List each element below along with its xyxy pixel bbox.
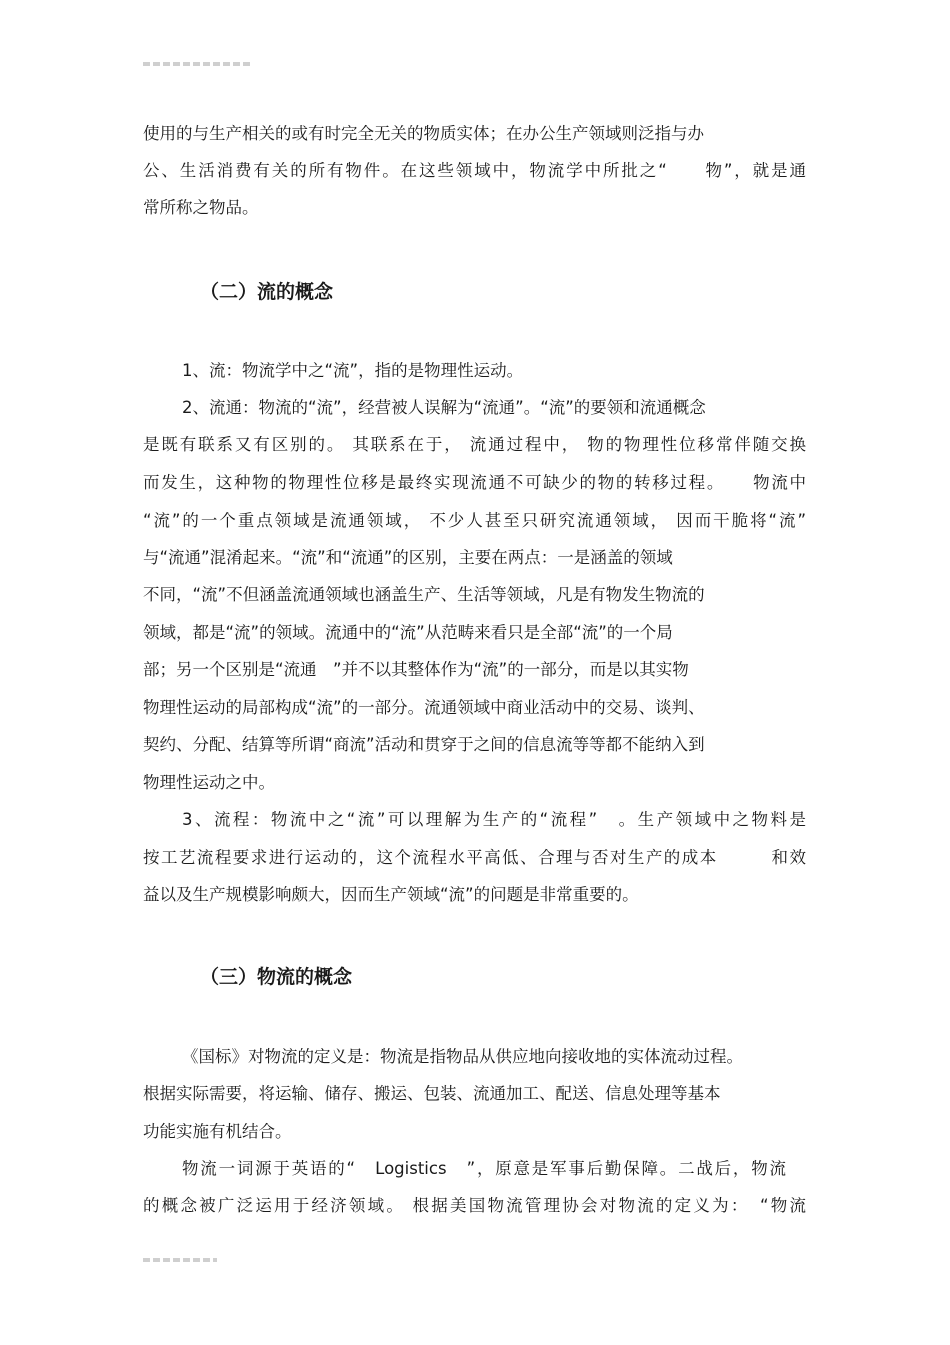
paragraph-line: 不同，“流”不但涵盖流通领域也涵盖生产、生活等领域，凡是有物发生物流的 xyxy=(143,585,705,604)
paragraph-line: 领域，都是“流”的领域。流通中的“流”从范畴来看只是全部“流”的一个局 xyxy=(143,623,673,642)
paragraph-line: 《国标》对物流的定义是：物流是指物品从供应地向接收地的实体流动过程。 xyxy=(182,1047,743,1066)
paragraph-line: 2、流通：物流的“流”，经营被人误解为“流通”。“流”的要领和流通概念 xyxy=(182,398,706,417)
paragraph-line: 物理性运动之中。 xyxy=(143,773,275,792)
paragraph-line: 是既有联系又有区别的。 其联系在于， 流通过程中， 物的物理性位移常伴随交换 xyxy=(143,435,806,454)
paragraph-line: 的概念被广泛运用于经济领域。 根据美国物流管理协会对物流的定义为： “物流 xyxy=(143,1196,806,1215)
paragraph-line: 而发生，这种物的物理性位移是最终实现流通不可缺少的物的转移过程。 物流中 xyxy=(143,473,806,492)
page-footer-mark xyxy=(143,1258,217,1262)
paragraph-line: 功能实施有机结合。 xyxy=(143,1122,292,1141)
paragraph-line: 按工艺流程要求进行运动的，这个流程水平高低、合理与否对生产的成本 和效 xyxy=(143,848,806,867)
paragraph-line: 使用的与生产相关的或有时完全无关的物质实体；在办公生产领域则泛指与办 xyxy=(143,124,704,143)
paragraph-line: 契约、分配、结算等所谓“商流”活动和贯穿于之间的信息流等等都不能纳入到 xyxy=(143,735,705,754)
paragraph-line: 根据实际需要，将运输、储存、搬运、包装、流通加工、配送、信息处理等基本 xyxy=(143,1084,721,1103)
paragraph-line: 1、流：物流学中之“流”，指的是物理性运动。 xyxy=(182,361,524,380)
section-heading-wuliu: （三）物流的概念 xyxy=(200,966,353,988)
paragraph-line: 部；另一个区别是“流通 ”并不以其整体作为“流”的一部分，而是以其实物 xyxy=(143,660,689,679)
paragraph-line: 3、流程：物流中之“流”可以理解为生产的“流程” 。生产领域中之物料是 xyxy=(182,810,806,829)
paragraph-line: 物流一词源于英语的“ Logistics ”，原意是军事后勤保障。二战后，物流 xyxy=(182,1159,786,1178)
section-heading-liu: （二）流的概念 xyxy=(200,281,334,303)
paragraph-line: 益以及生产规模影响颇大，因而生产领域“流”的问题是非常重要的。 xyxy=(143,885,639,904)
paragraph-line: “流”的一个重点领域是流通领域， 不少人甚至只研究流通领域， 因而干脆将“流” xyxy=(143,511,806,530)
paragraph-line: 公、生活消费有关的所有物件。在这些领域中，物流学中所批之“ 物”，就是通 xyxy=(143,161,806,180)
paragraph-line: 物理性运动的局部构成“流”的一部分。流通领域中商业活动中的交易、谈判、 xyxy=(143,698,705,717)
paragraph-line: 与“流通”混淆起来。“流”和“流通”的区别，主要在两点：一是涵盖的领域 xyxy=(143,548,673,567)
paragraph-line: 常所称之物品。 xyxy=(143,198,259,217)
